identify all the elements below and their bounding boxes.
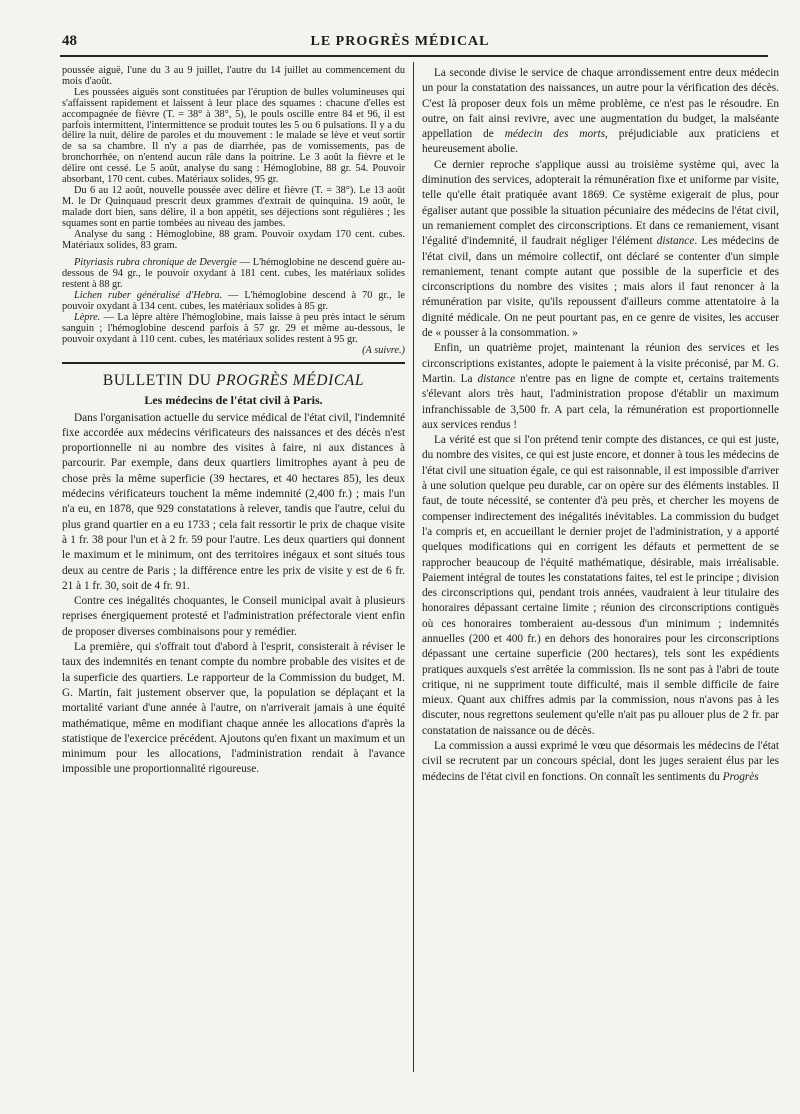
text-run: . Les médecins de l'état civil, dans un mémoire collectif, ont déclaré se contenter d'un simple remaniement, tenant compte autant que possible de la superficie et des circonscriptions du nombre des visites ; mais alors il faut renoncer à la rémunération par visite, qu'ils repoussent d'ailleurs comme attentatoire à la dignité médicale. On ne peut pourtant pas, en ce genre de visites, les accuser de « pousser à la consommation. » [422,235,779,340]
header-rule [60,55,768,57]
case-paragraph: Les poussées aiguës sont constituées par l'éruption de bulles volumineuses qui s'affaissent rapidement et laissent à leur place des squames : chacune d'elles est accompagnée de fièvre (T. = 38° à 38°, 5), le pouls oscille entre 84 et 96, il est parfois intermittent, l'intermittence se produit toutes les 5 ou 6 pulsations. Il y a du délire la nuit, délire de paroles et du mouvement : le malade se lève et veut sortir de sa sa chambre. Il n'y a pas de diarrhée, pas de vomissements, pas de bronchorrhée, on n'entend aucun râle dans la poitrine. Le 3 août la fièvre et le délire ont cessé. Le 5 août, analyse du sang : Hémoglobine, 88 gr. 54. Pouvoir absorbant, 170 cent. cubes. Matériaux solides, 95 gr. [62,86,405,186]
dermatosis-text: — L'hémoglobine ne descend guère au-dessous de 94 gr., le pouvoir oxydant à 181 cent. cubes, les matériaux solides restent à 88 gr. [62,257,405,291]
case-paragraph: poussée aiguë, l'une du 3 au 9 juillet, l'autre du 14 juillet au commencement du mois d'août. [62,66,405,87]
article-paragraph: La première, qui s'offrait tout d'abord à l'esprit, consisterait à réviser le taux des indemnités en tenant compte du nombre probable des visites et de la superficie des quartiers. Le rapporteur de la Commission du budget, M. G. Martin, fait justement observer que, la population se déplaçant et la mortalité variant d'une année à l'autre, on n'arriverait jamais à une équité mathématique, même en modifiant chaque année les allocations d'après la statistique de l'exercice précédent. Ajoutons qu'en fixant un maximum et un minimum pour les allocations, l'administration rendait à l'avance impossible une proportionnalité rigoureuse. [62,641,405,776]
text-run: La vérité est que si l'on prétend tenir compte des distances, ce qui est juste, du nombre des visites, ce qui est juste encore, et donner à tous les médecins de l'état civil une situation égale, ce qui est raisonnable, il est impossible d'arriver à une solution quelque peu durable, car on opère sur des éléments instables. Il faut, de toute nécessité, se contenter d'à peu près, et chercher les moyens de compenser indirectement des inégalités inévitables. La commission du budget l'a compris et, en accueillant le dernier projet de l'administration, y a apporté quelques modifications qui en corrigent les défauts et permettent de se rapprocher beaucoup de l'équité mathématique, désirable, mais irréalisable. Paiement intégral de toutes les constatations faites, tel est le principe ; division des circonscriptions qui, pendant trois années, vaudraient à leur titulaire des honoraires dépassant certaine limite ; réunion des circonscriptions contiguës où ces honoraires tomberaient au-dessous d'un minimum ; indemnités annuelles (200 et 400 fr.) en dehors des honoraires pour les circonscriptions dépassant une certaine superficie (200 hectares), tels sont les expédients pratiques auxquels s'est arrêtée la commission. Ils ne sont pas à l'abri de toute critique, ni ne suppriment toute difficulté, mais il semble difficile de faire mieux. Quant aux chiffres admis par la commission, nous n'avons pas à les discuter, nous regrettons seulement qu'elle n'ait pas pu allouer plus de 2 fr. par constatation de naissance ou de décès. [422,434,779,737]
section-rule [62,362,405,364]
italic-run: distance [477,372,516,385]
text-run: n'entre pas en ligne de compte et, certains traitements s'élevant alors très haut, l'administration propose d'établir un maximum infranchissable de 3,500 fr. A part cela, la rémunération est proportionnelle aux services rendus ! [422,372,779,431]
text-run: , préjudiciable aux praticiens et heureusement abolie. [422,128,779,156]
left-column [62,66,405,1076]
article-paragraph [422,341,779,433]
article-paragraph: Dans l'organisation actuelle du service médical de l'état civil, l'indemnité fixe accordée aux médecins vérificateurs des naissances et des décès n'est proportionnelle ni au nombre des visites à faire, ni aux distances à parcourir. Par exemple, dans deux quartiers limitrophes ayant à peu de chose près la même superficie (39 hectares, et 40 hectares 85), les deux médecins vérificateurs touchent la même indemnité (2,400 fr.) ; mais l'un n'a eu, en 1878, que 929 constatations à relever, tandis que l'autre, celui du plus grand quartier en a eu 1733 ; cela fait ressortir le prix de chaque visite à 1 fr. 38 pour l'un et à 2 fr. 59 pour l'autre. Les deux quartiers qui donnent le maximum et le minimum, ont des territoires inégaux et sont situés tous deux au centre de Paris ; la différence entre les prix de visite y est de 6 fr. 21 à 1 fr. 30, soit de 4 fr. 91. [62,411,405,592]
case-paragraph: Du 6 au 12 août, nouvelle poussée avec délire et fièvre (T. = 38°). Le 13 août M. le Dr Quinquaud prescrit deux grammes d'extrait de quinquina. 19 août, le malade dort bien, sans délire, il a bon appétit, ses déjections sont régulières ; les squames sont en partie tombées au niveau des jambes. [62,184,405,229]
bulletin-heading [62,372,405,390]
page-number: 48 [62,33,77,49]
dermatosis-title: Pityriasis rubra chronique de Devergie [74,257,237,269]
to-be-continued: (A suivre.) [362,344,405,356]
dermatosis-paragraph [62,313,405,346]
article-paragraph [422,433,779,739]
article-paragraph [422,66,779,158]
dermatosis-title: Lichen ruber généralisé d'Hebra. [74,290,223,302]
italic-run: médecin des morts [504,128,606,141]
case-report [62,66,405,357]
article-paragraph: Contre ces inégalités choquantes, le Conseil municipal avait à plusieurs reprises énergiquement protesté et l'administration préfectorale vient enfin de proposer diverses combinaisons pour y remédier. [62,595,405,638]
article-paragraph [422,739,779,785]
right-column [422,66,779,1076]
article-body-left [62,411,405,778]
dermatosis-title: Lèpre. [74,311,101,323]
article-title: Les médecins de l'état civil à Paris. [144,392,323,407]
dermatosis-text: — La lèpre altère l'hémoglobine, mais laisse à peu près intact le sérum sanguin ; l'hémoglobine descend parfois à 57 gr. 29 et même au-dessous, le pouvoir oxydant à 110 cent. cubes, les matériaux solides restent à 95 gr. [62,311,405,345]
dermatosis-text: — L'hémoglobine descend à 70 gr., le pouvoir oxydant à 134 cent. cubes, les matériaux solides à 85 gr. [62,290,405,313]
text-run: La seconde divise le service de chaque arrondissement entre deux médecin un pour la constatation des naissances, un autre pour la vérification des décès. C'est là proposer deux fois un même problème, ce n'est pas le résoudre. En outre, on fait ainsi revivre, avec une augmentation du budget, la malséante appellation de [422,67,779,141]
dermatosis-paragraph [62,258,405,291]
text-run: Enfin, un quatrième projet, maintenant la réunion des services et les circonscriptions existantes, adopte le paiement à la visite préconisé, par M. G. Martin. La [422,342,779,385]
dermatosis-paragraph [62,291,405,313]
journal-title: LE PROGRÈS MÉDICAL [310,34,490,49]
article-paragraph [422,158,779,342]
text-run: La commission a aussi exprimé le vœu que désormais les médecins de l'état civil se recrutent par un concours spécial, dont les juges seraient élus par les médecins de l'état civil en fonctions. On connaît les sentiments du [422,740,779,783]
bulletin-journal-name: PROGRÈS MÉDICAL [216,371,365,389]
column-divider [413,62,414,1072]
italic-run: distance [656,235,695,248]
text-run: Ce dernier reproche s'applique aussi au troisième système qui, avec la diminution des services, adopterait la rémunération fixe et uniforme par visite, telle qu'elle était pratiquée avant 1869. Ce système exigerait de plus, pour égaliser autant que possible la situation pécuniaire des médecins de l'état civil, un remaniement complet des circonscriptions. Et dans ce remaniement, visant l'égalité d'indemnité, il faudrait négliger l'élément [422,158,779,248]
case-paragraph: Analyse du sang : Hémoglobine, 88 gram. Pouvoir oxydam 170 cent. cubes. Matériaux solides, 83 gram. [62,228,405,251]
italic-run: Progrès [722,770,759,783]
bulletin-prefix: BULLETIN DU [102,371,212,389]
